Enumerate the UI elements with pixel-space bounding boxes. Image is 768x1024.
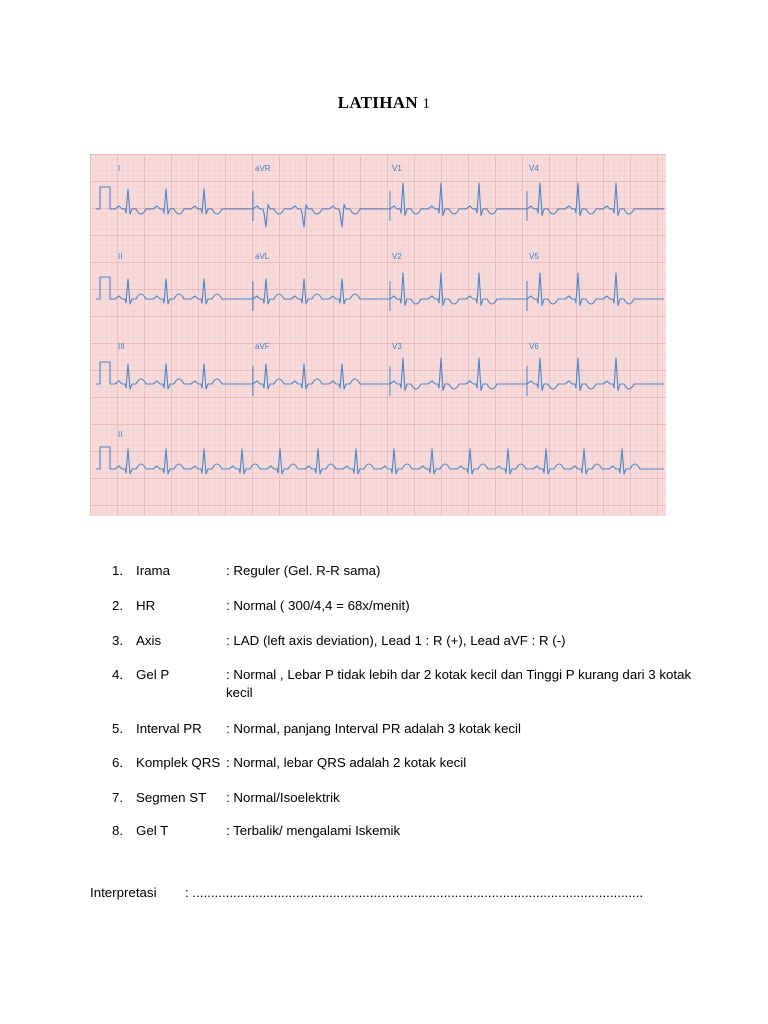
title-number: 1 — [422, 96, 431, 112]
lead-label: V3 — [392, 342, 402, 351]
item-value: : Normal/Isoelektrik — [226, 790, 340, 805]
item-value: : Terbalik/ mengalami Iskemik — [226, 823, 401, 838]
item-value: : Normal, lebar QRS adalah 2 kotak kecil — [226, 755, 467, 770]
lead-label: V5 — [529, 252, 539, 261]
lead-label: aVF — [255, 342, 270, 351]
item-number: 7. — [112, 790, 124, 805]
item-key: Interval PR — [136, 721, 202, 736]
item-key: HR — [136, 598, 156, 613]
lead-label: V2 — [392, 252, 402, 261]
item-value: : LAD (left axis deviation), Lead 1 : R (+), Lead aVF : R (-) — [226, 633, 566, 648]
lead-label: aVR — [255, 164, 271, 173]
lead-label: V4 — [529, 164, 539, 173]
item-key: Gel T — [136, 823, 169, 838]
item-value: : Reguler (Gel. R-R sama) — [226, 563, 381, 578]
title-text: LATIHAN — [337, 93, 418, 112]
interpretation-label: Interpretasi — [90, 885, 157, 900]
item-key: Irama — [136, 563, 170, 578]
lead-label: II — [118, 252, 123, 261]
lead-label: III — [118, 342, 125, 351]
item-value: : Normal, panjang Interval PR adalah 3 kotak kecil — [226, 721, 521, 736]
item-number: 4. — [112, 667, 124, 682]
lead-label: aVL — [255, 252, 270, 261]
item-number: 1. — [112, 563, 124, 578]
item-value: : Normal ( 300/4,4 = 68x/menit) — [226, 598, 410, 613]
item-key: Gel P — [136, 667, 170, 682]
item-number: 2. — [112, 598, 124, 613]
item-number: 6. — [112, 755, 124, 770]
item-key: Axis — [136, 633, 162, 648]
interpretation-blank: : .......................................................................................................................... — [185, 885, 644, 900]
lead-label: I — [118, 164, 121, 173]
item-key: Komplek QRS — [136, 755, 221, 770]
lead-label: V1 — [392, 164, 402, 173]
item-number: 5. — [112, 721, 124, 736]
item-number: 8. — [112, 823, 124, 838]
item-key: Segmen ST — [136, 790, 207, 805]
lead-label: II — [118, 430, 123, 439]
item-value: : Normal , Lebar P tidak lebih dar 2 kotak kecil dan Tinggi P kurang dari 3 kotak kecil — [226, 667, 692, 700]
interpretation-line — [90, 884, 643, 902]
lead-label: V6 — [529, 342, 539, 351]
item-number: 3. — [112, 633, 124, 648]
